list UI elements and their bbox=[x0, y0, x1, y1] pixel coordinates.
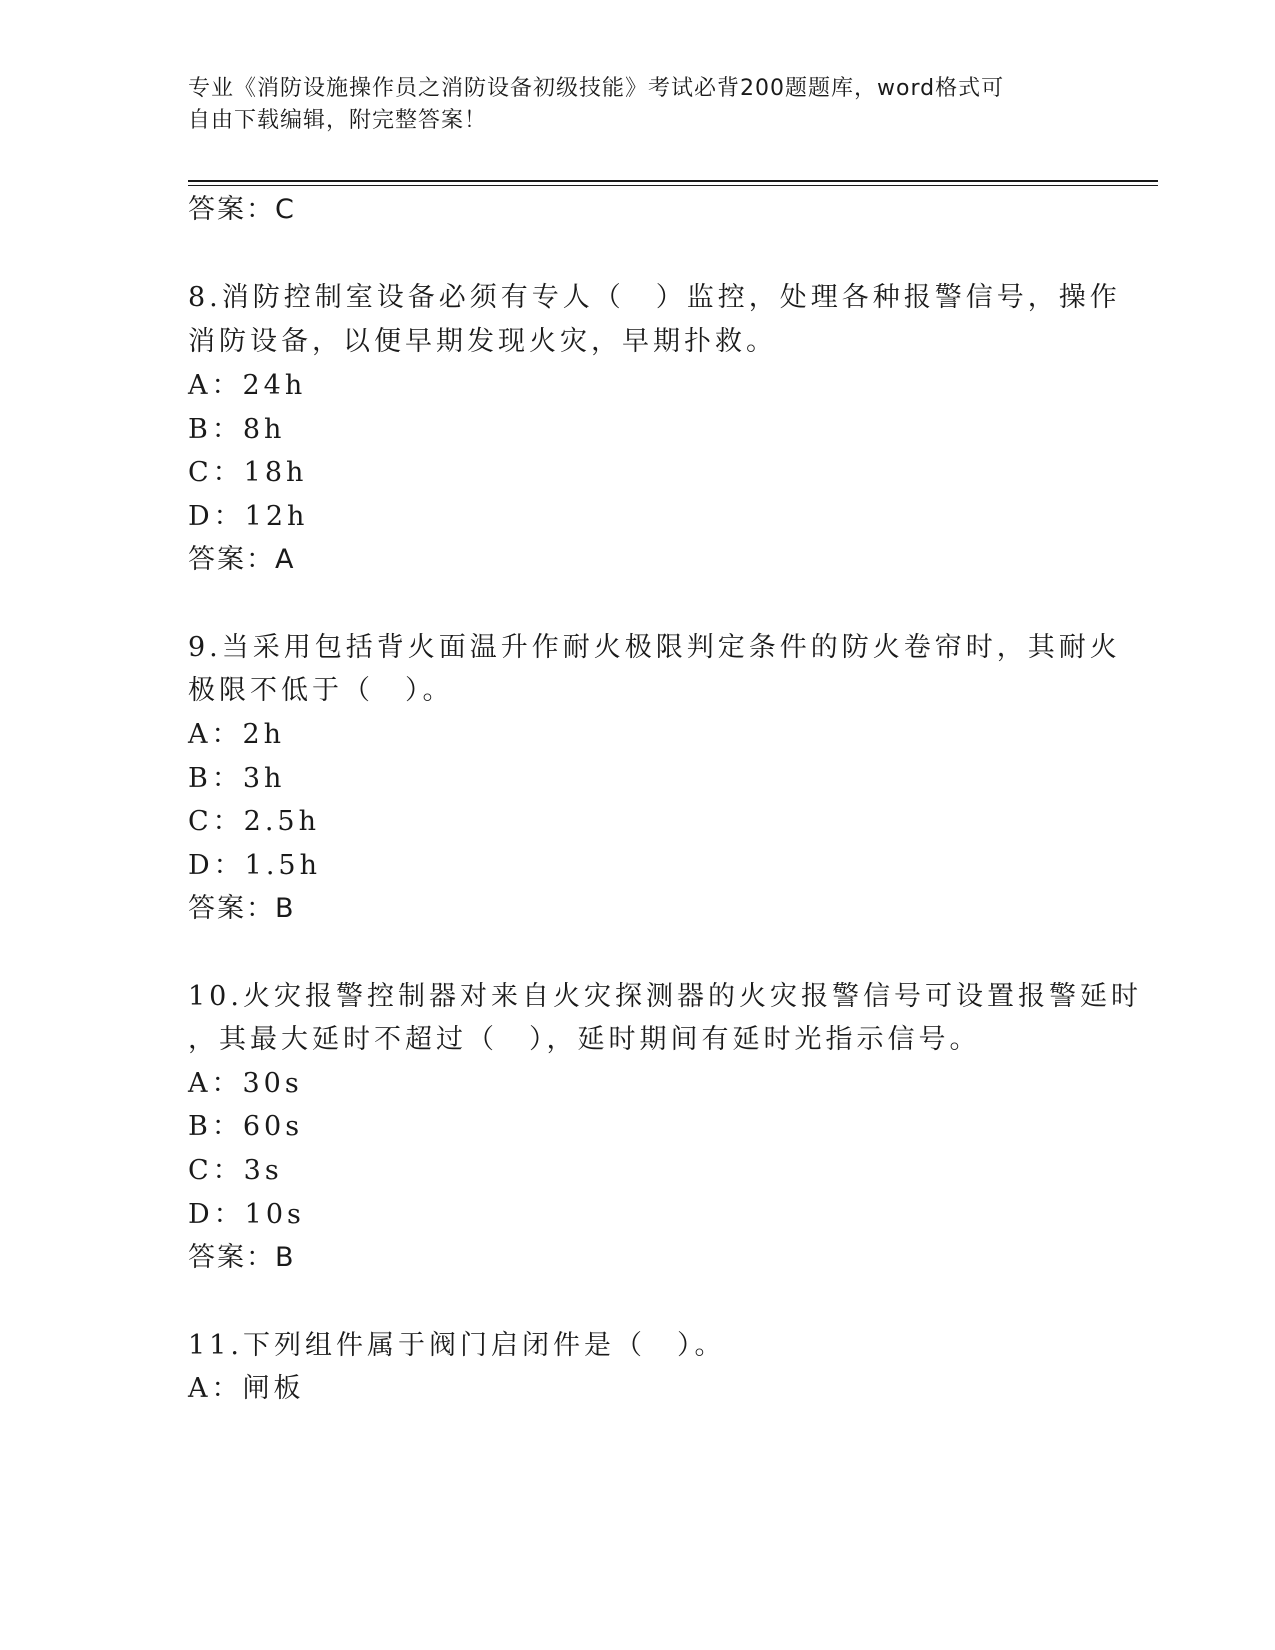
question-10-option-a: A：30s bbox=[188, 1068, 303, 1099]
header-line-1: 专业《消防设施操作员之消防设备初级技能》考试必背200题题库，word格式可 bbox=[188, 76, 1005, 101]
question-9-option-c: C：2.5h bbox=[188, 806, 320, 837]
header-divider-thin bbox=[188, 185, 1158, 186]
header-divider-thick bbox=[188, 180, 1158, 182]
question-10-text-line-1: 10.火灾报警控制器对来自火灾探测器的火灾报警信号可设置报警延时 bbox=[188, 981, 1142, 1012]
question-8-text-line-1: 8.消防控制室设备必须有专人（ ）监控，处理各种报警信号，操作 bbox=[188, 282, 1121, 313]
question-11-text-line-1: 11.下列组件属于阀门启闭件是（ ）。 bbox=[188, 1330, 726, 1361]
question-9-option-a: A：2h bbox=[188, 719, 286, 750]
answer-previous: 答案：C bbox=[188, 194, 296, 225]
question-10-option-d: D：10s bbox=[188, 1199, 305, 1230]
question-9-option-d: D：1.5h bbox=[188, 850, 321, 881]
document-header bbox=[188, 73, 1088, 137]
question-8-option-a: A：24h bbox=[188, 370, 307, 401]
question-8-option-d: D：12h bbox=[188, 501, 309, 532]
question-8-answer: 答案：A bbox=[188, 544, 296, 575]
question-9-answer: 答案：B bbox=[188, 893, 296, 924]
question-8-text-line-2: 消防设备，以便早期发现火灾，早期扑救。 bbox=[188, 326, 777, 357]
question-9-text-line-2: 极限不低于（ ）。 bbox=[188, 675, 454, 706]
question-10-option-b: B：60s bbox=[188, 1111, 304, 1142]
question-9-text-line-1: 9.当采用包括背火面温升作耐火极限判定条件的防火卷帘时，其耐火 bbox=[188, 632, 1121, 663]
question-8-option-c: C：18h bbox=[188, 457, 308, 488]
question-10-answer: 答案：B bbox=[188, 1242, 296, 1273]
question-9-option-b: B：3h bbox=[188, 763, 286, 794]
question-10-option-c: C：3s bbox=[188, 1155, 283, 1186]
header-line-2: 自由下载编辑，附完整答案！ bbox=[188, 108, 488, 133]
question-11-option-a: A：闸板 bbox=[188, 1373, 305, 1404]
question-10-text-line-2: ，其最大延时不超过（ ），延时期间有延时光指示信号。 bbox=[188, 1024, 981, 1055]
question-8-option-b: B：8h bbox=[188, 414, 286, 445]
